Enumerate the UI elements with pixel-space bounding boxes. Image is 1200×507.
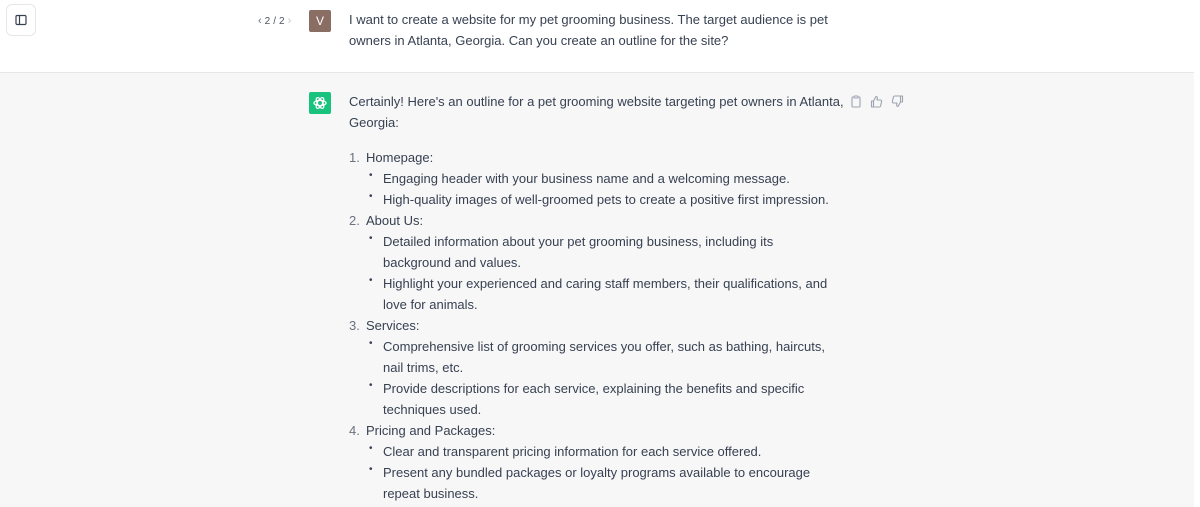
thumbs-up-icon [870, 95, 883, 108]
section-bullets [366, 231, 844, 315]
chevron-right-icon[interactable]: › [287, 15, 292, 27]
chevron-left-icon[interactable]: ‹ [258, 15, 262, 27]
user-avatar [309, 10, 331, 32]
section-number: 1. [349, 150, 360, 165]
list-item: • Clear and transparent pricing information for each service offered. [366, 441, 844, 462]
section-title: Services: [366, 318, 420, 333]
outline-section-pricing [349, 420, 844, 504]
assistant-message [349, 91, 844, 504]
response-pager [258, 14, 291, 28]
section-bullets [366, 336, 844, 420]
user-avatar-letter: V [315, 14, 324, 28]
section-title: Homepage: [366, 150, 434, 165]
pager-separator: / [273, 15, 277, 27]
list-item: • Detailed information about your pet grooming business, including its background and values. [366, 231, 844, 273]
assistant-avatar [309, 92, 331, 114]
list-item: • Provide descriptions for each service, explaining the benefits and specific techniques used. [366, 378, 844, 420]
section-title: Pricing and Packages: [366, 423, 496, 438]
list-item: • Engaging header with your business name and a welcoming message. [366, 168, 844, 189]
outline-section-about-us [349, 210, 844, 315]
sidebar-toggle-button[interactable] [6, 4, 36, 36]
assistant-intro: Certainly! Here's an outline for a pet grooming website targeting pet owners in Atlanta, Georgia: [349, 94, 844, 130]
section-bullets [366, 441, 844, 504]
section-bullets [366, 168, 844, 210]
pager-total: 2 [279, 15, 285, 27]
section-number: 4. [349, 423, 360, 438]
user-message-text: I want to create a website for my pet grooming business. The target audience is pet owners in Atlanta, Georgia. Can you create an outline for the site? [349, 12, 828, 48]
section-title: About Us: [366, 213, 424, 228]
section-number: 2. [349, 213, 360, 228]
openai-logo-icon [312, 95, 328, 111]
copy-button[interactable] [848, 94, 863, 108]
user-message-row [0, 0, 1194, 73]
sidebar-icon [15, 14, 27, 26]
list-item: • Highlight your experienced and caring staff members, their qualifications, and love for animals. [366, 273, 844, 315]
outline-section-services [349, 315, 844, 420]
pager-current: 2 [264, 15, 271, 27]
list-item: • High-quality images of well-groomed pets to create a positive first impression. [366, 189, 844, 210]
outline-section-homepage [349, 147, 844, 210]
section-number: 3. [349, 318, 360, 333]
thumbs-up-button[interactable] [869, 94, 884, 108]
list-item: • Present any bundled packages or loyalty programs available to encourage repeat business. [366, 462, 844, 504]
message-actions [848, 94, 905, 108]
list-item: • Comprehensive list of grooming services you offer, such as bathing, haircuts, nail trims, etc. [366, 336, 844, 378]
thumbs-down-icon [891, 95, 904, 108]
thumbs-down-button[interactable] [890, 94, 905, 108]
clipboard-icon [850, 95, 862, 108]
